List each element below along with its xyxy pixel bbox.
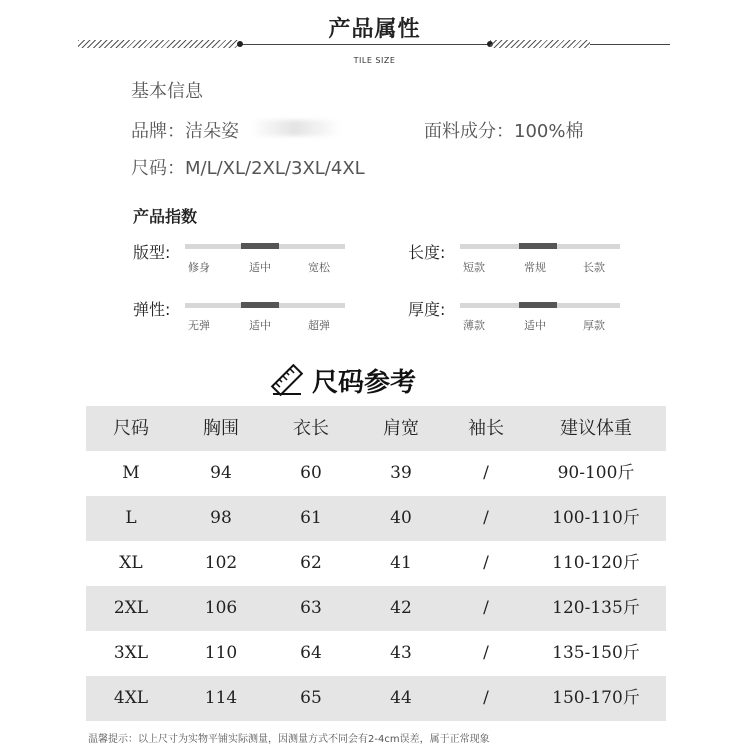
- decorative-divider-end: [590, 44, 670, 45]
- table-cell: 110-120斤: [552, 553, 640, 573]
- size-chart-heading: [270, 362, 416, 398]
- index-label-length: 长度:: [408, 243, 446, 262]
- index-option: 常规: [524, 261, 546, 274]
- table-cell: 4XL: [113, 688, 149, 708]
- table-cell: 120-135斤: [552, 598, 640, 618]
- table-row: [86, 676, 666, 721]
- index-option: 修身: [188, 261, 210, 274]
- table-cell: /: [483, 598, 489, 618]
- index-option: 适中: [524, 319, 546, 332]
- table-cell: 94: [210, 463, 232, 483]
- measurement-note: 温馨提示：以上尺寸为实物平铺实际测量，因测量方式不同会有2-4cm误差，属于正常现象: [88, 734, 490, 745]
- table-cell: 64: [300, 643, 322, 663]
- table-cell: 100-110斤: [552, 508, 640, 528]
- index-label-elasticity: 弹性:: [133, 300, 171, 319]
- section-subtitle: TILE SIZE: [353, 56, 396, 65]
- index-option: 短款: [463, 261, 485, 274]
- table-header-cell: 肩宽: [383, 418, 419, 439]
- table-cell: L: [125, 508, 137, 528]
- table-cell: 41: [390, 553, 412, 573]
- table-cell: 110: [204, 643, 238, 663]
- index-option: 薄款: [463, 319, 485, 332]
- table-header-row: [86, 406, 666, 451]
- table-header-cell: 尺码: [113, 418, 149, 439]
- size-chart-title: 尺码参考: [312, 367, 417, 398]
- blurred-brand-mark: [250, 120, 340, 136]
- index-option: 适中: [249, 319, 271, 332]
- table-cell: /: [483, 463, 489, 483]
- table-cell: XL: [119, 553, 143, 573]
- table-cell: 65: [300, 688, 322, 708]
- table-cell: 62: [300, 553, 322, 573]
- brand-text: 品牌：洁朵姿: [131, 121, 239, 142]
- fabric-text: 面料成分：100%棉: [424, 121, 584, 142]
- table-cell: 39: [390, 463, 412, 483]
- index-option: 宽松: [308, 261, 330, 274]
- table-cell: M: [122, 463, 140, 483]
- index-label-fit: 版型:: [133, 243, 171, 262]
- table-row: [86, 541, 666, 586]
- table-row: [86, 631, 666, 676]
- index-option: 适中: [249, 261, 271, 274]
- table-row: [86, 586, 666, 631]
- table-cell: /: [483, 553, 489, 573]
- table-cell: /: [483, 688, 489, 708]
- index-marker-thickness: [519, 302, 557, 308]
- table-row: [86, 496, 666, 541]
- sizes-text: 尺码：M/L/XL/2XL/3XL/4XL: [131, 158, 365, 179]
- decorative-divider-right: [490, 40, 590, 48]
- table-cell: 40: [390, 508, 412, 528]
- index-marker-fit: [241, 243, 279, 249]
- table-cell: 150-170斤: [552, 688, 640, 708]
- decorative-divider-left: [78, 40, 240, 48]
- table-cell: 42: [390, 598, 412, 618]
- table-cell: 2XL: [113, 598, 149, 618]
- decorative-divider-center: [240, 44, 490, 45]
- table-cell: 60: [300, 463, 322, 483]
- table-cell: 44: [390, 688, 412, 708]
- divider-dot-left: [237, 41, 243, 47]
- ruler-icon: [270, 363, 304, 397]
- table-row: [86, 451, 666, 496]
- table-cell: 135-150斤: [552, 643, 640, 663]
- table-header-cell: 胸围: [203, 418, 239, 439]
- table-header-cell: 衣长: [293, 418, 329, 439]
- table-header-cell: 袖长: [468, 418, 504, 439]
- table-cell: 3XL: [113, 643, 149, 663]
- table-cell: 90-100斤: [557, 463, 635, 483]
- section-title: 产品属性: [328, 17, 421, 42]
- index-option: 超弹: [308, 319, 330, 332]
- index-marker-elasticity: [241, 302, 279, 308]
- table-cell: 102: [204, 553, 238, 573]
- index-option: 无弹: [188, 319, 210, 332]
- table-cell: 98: [210, 508, 232, 528]
- index-option: 厚款: [583, 319, 605, 332]
- table-header-cell: 建议体重: [560, 418, 632, 439]
- table-cell: /: [483, 508, 489, 528]
- basic-info-heading: 基本信息: [131, 81, 203, 102]
- table-cell: 106: [204, 598, 238, 618]
- index-marker-length: [519, 243, 557, 249]
- index-label-thickness: 厚度:: [408, 300, 446, 319]
- table-cell: 43: [390, 643, 412, 663]
- table-cell: 114: [204, 688, 238, 708]
- index-option: 长款: [583, 261, 605, 274]
- product-index-title: 产品指数: [133, 207, 198, 226]
- size-table: [86, 406, 666, 721]
- table-cell: /: [483, 643, 489, 663]
- table-cell: 61: [300, 508, 322, 528]
- table-cell: 63: [300, 598, 322, 618]
